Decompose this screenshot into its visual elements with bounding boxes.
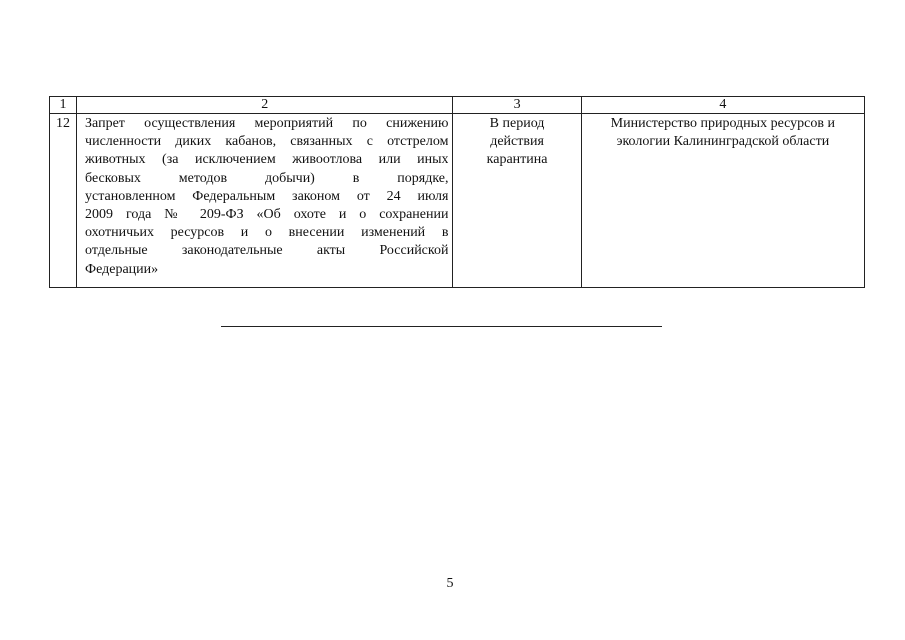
separator-line xyxy=(221,326,662,327)
description-line: численности диких кабанов, связанных с отстрелом xyxy=(85,134,449,150)
measure-description xyxy=(77,114,453,288)
description-line: животных (за исключением живоотлова или иных xyxy=(85,152,449,168)
period-line: действия xyxy=(490,134,544,150)
column-header-2: 2 xyxy=(77,97,453,114)
description-line: отдельные законодательные акты Российской xyxy=(85,243,449,259)
table-row xyxy=(50,114,865,288)
authority-line: Министерство природных ресурсов и xyxy=(610,116,835,131)
description-line: 2009 года № 209-ФЗ «Об охоте и о сохранении xyxy=(85,207,449,223)
authority-line: экологии Калининградской области xyxy=(616,134,830,150)
description-line: установленном Федеральным законом от 24 июля xyxy=(85,188,449,204)
column-header-1: 1 xyxy=(50,97,77,114)
column-header-4: 4 xyxy=(581,97,864,114)
period-line: карантина xyxy=(486,152,548,168)
period-line: В период xyxy=(489,116,545,131)
responsible-authority xyxy=(581,114,864,288)
description-line: Федерации» xyxy=(85,261,159,277)
table-header-row xyxy=(50,97,865,114)
page-number: 5 xyxy=(446,576,454,591)
measures-table xyxy=(49,96,865,288)
row-number: 12 xyxy=(50,114,77,288)
description-line: Запрет осуществления мероприятий по снижению xyxy=(85,116,449,131)
description-line: охотничьих ресурсов и о внесении изменений в xyxy=(85,225,449,241)
measure-period xyxy=(453,114,581,288)
description-line: бесковых методов добычи) в порядке, xyxy=(85,170,449,186)
column-header-3: 3 xyxy=(453,97,581,114)
